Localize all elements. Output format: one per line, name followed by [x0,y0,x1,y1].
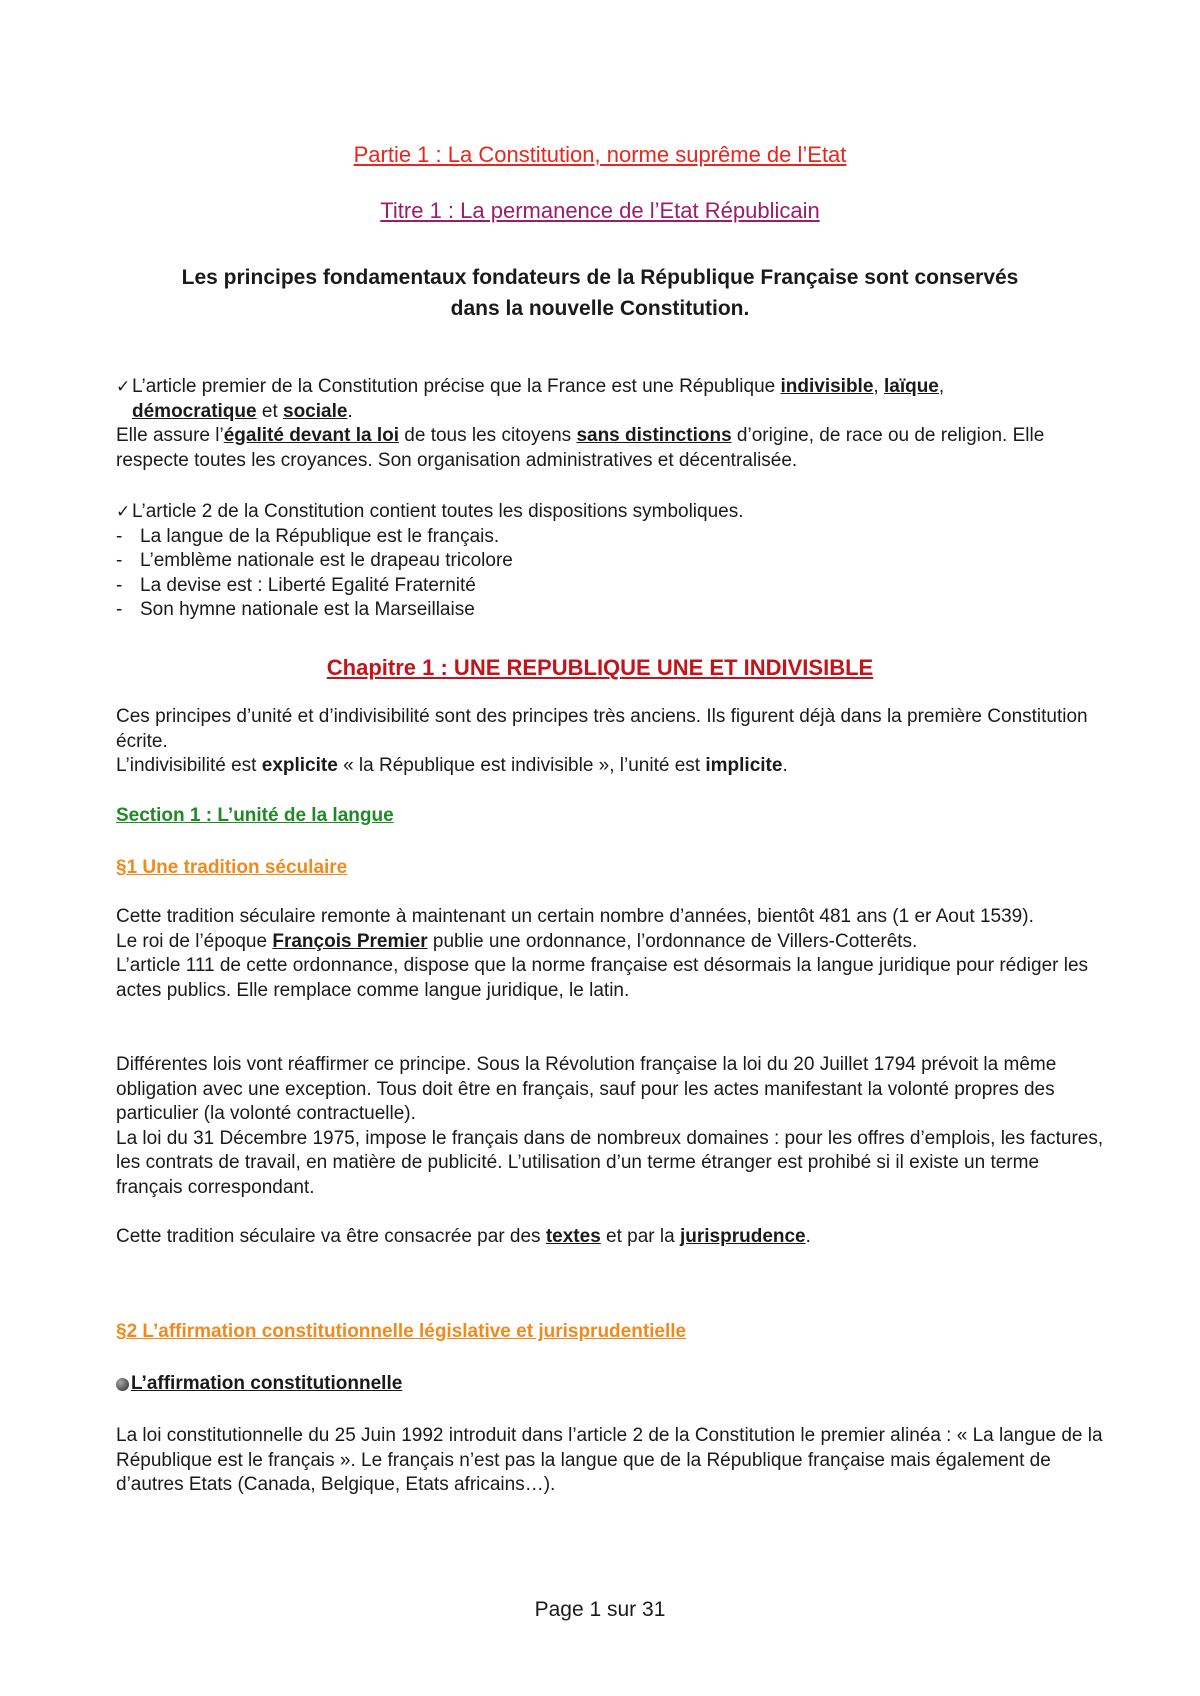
keyword-sociale: sociale [283,400,348,422]
titre-heading: Titre 1 : La permanence de l’Etat Républicain [380,198,820,223]
list-item: - Son hymne nationale est la Marseillaise [116,598,1106,623]
keyword-implicite: implicite [705,755,783,776]
dash-icon: - [116,525,123,547]
dash-icon: - [116,599,123,620]
keyword-textes: textes [545,1226,601,1247]
intro-line-1: Les principes fondamentaux fondateurs de la République Française sont conservés [181,266,1019,289]
page-number: Page 1 sur 31 [534,1598,666,1621]
article2-intro: ✓L’article 2 de la Constitution contient toutes les dispositions symboliques. [116,500,1106,525]
keyword-francois-premier: François Premier [272,930,428,952]
list-item: - La devise est : Liberté Egalité Fraternité [116,574,1106,599]
article1-block [116,375,1106,473]
consacree-p6: Cette tradition séculaire va être consacrée par des textes et par la jurisprudence. [116,1226,811,1247]
check-icon: ✓ [116,502,131,521]
article1-sentence-cont: démocratique et sociale. [132,400,353,422]
paragraph-heading-1: §1 Une tradition séculaire [116,857,348,878]
keyword-sans-distinctions: sans distinctions [576,425,732,446]
check-icon: ✓ [116,377,131,396]
subheading-constitutionnelle: L’affirmation constitutionnelle [116,1373,402,1395]
chapitre-intro [116,705,1106,779]
lois-p5: La loi du 31 Décembre 1975, impose le français dans de nombreux domaines : pour les offres d’emplois, les factures, les contrats de travail, en matière de publicité. L’utilisation d’un terme étranger est prohibé si il existe un terme français correspondant. [116,1127,1104,1198]
partie-heading: Partie 1 : La Constitution, norme suprême de l’Etat [353,142,847,167]
lois-p4: Différentes lois vont réaffirmer ce principe. Sous la Révolution française la loi du 20 Juillet 1794 prévoit la même obligation avec une exception. Tous doit être en français, sauf pour les actes manifestant la volonté propres des particulier (la volonté contractuelle). [116,1054,1057,1124]
article2-block [116,500,1106,623]
article2-list [116,525,1106,623]
keyword-laique: laïque [883,376,939,397]
bullet-dot-icon [116,1378,129,1391]
tradition-block [116,905,1106,1003]
tradition-p3: L’article 111 de cette ordonnance, dispose que la norme française est désormais la langue juridique pour rédiger les actes publics. Elle remplace comme langue juridique, le latin. [116,955,1089,1001]
dash-icon: - [116,550,123,571]
list-item: - L’emblème nationale est le drapeau tricolore [116,549,1106,574]
section-heading: Section 1 : L’unité de la langue [116,805,394,826]
article1-paragraph-2: Elle assure l’égalité devant la loi de tous les citoyens sans distinctions d’origine, de race ou de religion. Elle respecte toutes les croyances. Son organisation administratives et décentralisée. [116,425,1045,471]
consacree-block [116,1225,1106,1250]
keyword-jurisprudence: jurisprudence [679,1226,806,1247]
keyword-indivisible: indivisible [780,376,874,397]
chapitre-paragraph-1: Ces principes d’unité et d’indivisibilité sont des principes très anciens. Ils figurent déjà dans la première Constitution écrite. [116,706,1088,752]
keyword-egalite: égalité devant la loi [223,425,399,446]
paragraph-heading-2: §2 L’affirmation constitutionnelle législative et jurisprudentielle [116,1321,687,1342]
tradition-p1: Cette tradition séculaire remonte à maintenant un certain nombre d’années, bientôt 481 ans (1 er Aout 1539). [116,906,1034,927]
intro-line-2: dans la nouvelle Constitution. [450,297,750,320]
keyword-democratique: démocratique [132,400,257,422]
keyword-explicite: explicite [261,755,338,776]
list-item: - La langue de la République est le français. [116,525,1106,550]
chapitre-paragraph-2: L’indivisibilité est explicite « la République est indivisible », l’unité est implicite. [116,755,788,776]
dash-icon: - [116,574,123,596]
constitutionnelle-block [116,1424,1106,1498]
constitutionnelle-p1: La loi constitutionnelle du 25 Juin 1992 introduit dans l’article 2 de la Constitution le premier alinéa : « La langue de la République est le français ». Le français n’est pas la langue que de la République française mais également de d’autres Etats (Canada, Belgique, Etats africains…). [116,1425,1103,1495]
intro-paragraph [100,262,1100,324]
tradition-p2: Le roi de l’époque François Premier publie une ordonnance, l’ordonnance de Villers-Cotterêts. [116,930,918,952]
chapitre-heading: Chapitre 1 : UNE REPUBLIQUE UNE ET INDIVISIBLE [326,655,874,680]
article1-sentence: ✓L’article premier de la Constitution précise que la France est une République indivisible, laïque, [116,375,1106,400]
lois-block [116,1053,1106,1200]
